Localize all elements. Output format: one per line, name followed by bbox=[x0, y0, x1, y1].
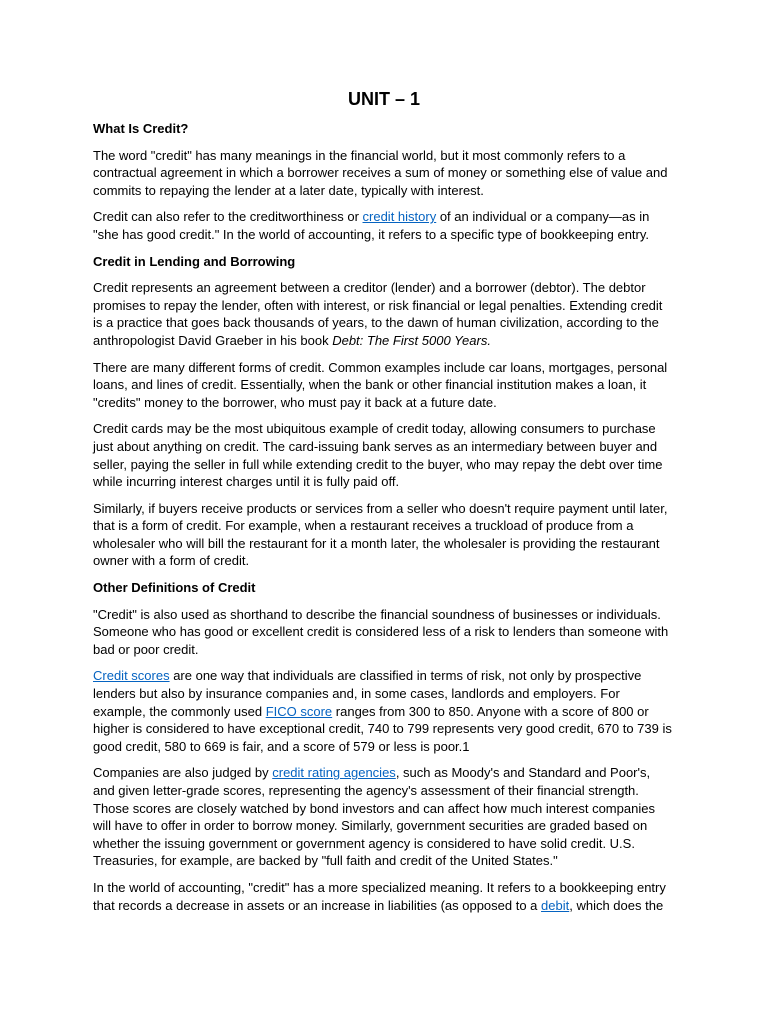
paragraph bbox=[93, 279, 675, 349]
paragraph bbox=[93, 764, 675, 870]
page-title: UNIT – 1 bbox=[347, 89, 421, 109]
text-run: ranges from 300 to 850. Anyone with a score of 800 or higher is considered to have exceptional credit, 740 to 799 represents very good credit, 670 to 739 is good credit, 580 to 669 is fair, and a score of 579 or less is poor.1 bbox=[93, 703, 672, 754]
paragraph: Similarly, if buyers receive products or services from a seller who doesn't require payment until later, that is a form of credit. For example, when a restaurant receives a truckload of produce from a wholesaler who will bill the restaurant for it a month later, the wholesaler is providing the restaurant owner with a form of credit. bbox=[93, 500, 668, 569]
text-run: , such as Moody's and Standard and Poor's, and given letter-grade scores, representing the agency's assessment of their financial strength. Those scores are closely watched by bond investors and can affect how much interest companies will have to offer in order to borrow money. Similarly, government securities are graded based on whether the issuing government or government agency is considered to have solid credit. U.S. Treasuries, for example, are backed by "full faith and credit of the United States." bbox=[93, 765, 655, 869]
credit-scores-link[interactable]: Credit scores bbox=[93, 668, 170, 684]
text-run: Credit represents an agreement between a creditor (lender) and a borrower (debtor). The debtor promises to repay the lender, often with interest, or risk financial or legal penalties. Extending credit is a practice that goes back thousands of years, to the dawn of human civilization, according to the anthropologist David Graeber in his book bbox=[93, 280, 663, 348]
credit-rating-agencies-link[interactable]: credit rating agencies bbox=[272, 765, 396, 781]
document-page bbox=[93, 88, 675, 923]
paragraph bbox=[93, 208, 675, 243]
heading-other-definitions: Other Definitions of Credit bbox=[93, 580, 256, 596]
paragraph bbox=[93, 667, 675, 755]
text-run: , which does the bbox=[569, 897, 664, 913]
paragraph: The word "credit" has many meanings in the financial world, but it most commonly refers to a contractual agreement in which a borrower receives a sum of money or something else of value and commits to repaying the lender at a later date, typically with interest. bbox=[93, 147, 668, 198]
paragraph: There are many different forms of credit. Common examples include car loans, mortgages, personal loans, and lines of credit. Essentially, when the bank or other financial institution makes a loan, it "credits" money to the borrower, who must pay it back at a future date. bbox=[93, 359, 668, 410]
debit-link[interactable]: debit bbox=[541, 897, 570, 913]
paragraph bbox=[93, 879, 675, 914]
book-title: Debt: The First 5000 Years. bbox=[332, 332, 491, 348]
text-run: are one way that individuals are classified in terms of risk, not only by prospective lenders but also by insurance companies and, in some cases, landlords and employers. For example, the commonly used bbox=[93, 668, 642, 719]
heading-credit-in-lending: Credit in Lending and Borrowing bbox=[93, 253, 296, 269]
text-run: of an individual or a company—as in "she has good credit." In the world of accounting, it refers to a specific type of bookkeeping entry. bbox=[93, 209, 650, 242]
heading-what-is-credit: What Is Credit? bbox=[93, 121, 189, 136]
credit-history-link[interactable]: credit history bbox=[362, 209, 437, 225]
fico-score-link[interactable]: FICO score bbox=[265, 703, 333, 719]
paragraph: Credit cards may be the most ubiquitous example of credit today, allowing consumers to purchase just about anything on credit. The card-issuing bank serves as an intermediary between buyer and seller, paying the seller in full while extending credit to the buyer, who may repay the debt over time while incurring interest charges until it is fully paid off. bbox=[93, 421, 663, 490]
text-run: In the world of accounting, "credit" has a more specialized meaning. It refers to a bookkeeping entry that records a decrease in assets or an increase in liabilities (as opposed to a bbox=[93, 879, 666, 913]
text-run: Credit can also refer to the creditworthiness or bbox=[93, 209, 363, 225]
text-run: Companies are also judged by bbox=[93, 765, 273, 781]
paragraph: "Credit" is also used as shorthand to describe the financial soundness of businesses or individuals. Someone who has good or excellent credit is considered less of a risk to lenders than someone with bad or poor credit. bbox=[93, 606, 669, 657]
